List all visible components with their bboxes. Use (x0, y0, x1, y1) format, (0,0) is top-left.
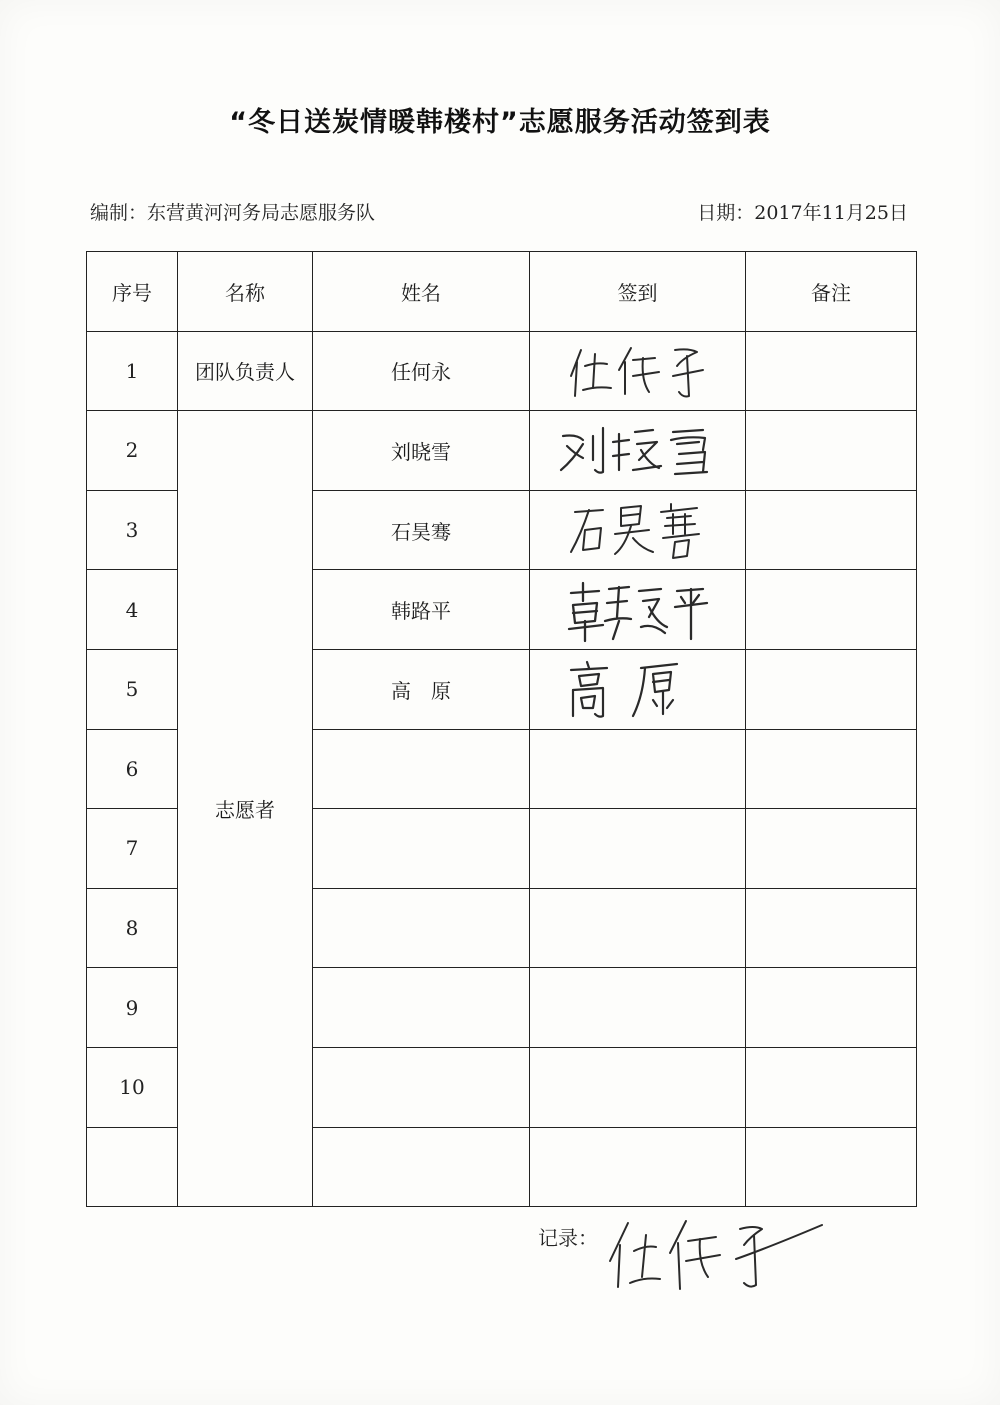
handwritten-signature (563, 577, 713, 643)
sign-in-table (86, 251, 917, 1207)
role-cell-leader: 团队负责人 (178, 331, 313, 411)
name-cell: 任何永 (313, 331, 530, 411)
signature-cell (530, 331, 746, 411)
row-number: 6 (87, 729, 178, 809)
remarks-cell (746, 331, 917, 411)
row-number: 9 (87, 968, 178, 1048)
remarks-cell (746, 1127, 917, 1207)
signature-cell (530, 490, 746, 570)
header-remarks: 备注 (746, 252, 917, 332)
name-cell (313, 729, 530, 809)
header-name: 姓名 (313, 252, 530, 332)
row-number: 2 (87, 411, 178, 491)
signature-cell (530, 888, 746, 968)
row-number: 1 (87, 331, 178, 411)
name-cell (313, 1047, 530, 1127)
remarks-cell (746, 888, 917, 968)
organizer-label: 编制：东营黄河河务局志愿服务队 (90, 202, 376, 224)
header-number: 序号 (87, 252, 178, 332)
row-number: 8 (87, 888, 178, 968)
remarks-cell (746, 1047, 917, 1127)
name-cell: 石昊骞 (313, 490, 530, 570)
remarks-cell (746, 729, 917, 809)
table-header-row (87, 252, 917, 332)
remarks-cell (746, 570, 917, 650)
name-cell: 刘晓雪 (313, 411, 530, 491)
handwritten-signature (563, 336, 713, 406)
remarks-cell (746, 968, 917, 1048)
remarks-cell (746, 649, 917, 729)
row-number: 7 (87, 809, 178, 889)
header-signature: 签到 (530, 252, 746, 332)
table-row (87, 411, 917, 491)
handwritten-signature (563, 656, 713, 722)
row-number: 5 (87, 649, 178, 729)
row-number: 10 (87, 1047, 178, 1127)
header-role: 名称 (178, 252, 313, 332)
recorder-label: 记录： (538, 1226, 598, 1250)
recorder-signature (600, 1205, 830, 1299)
name-cell: 高 原 (313, 649, 530, 729)
row-number: 4 (87, 570, 178, 650)
signature-cell (530, 1127, 746, 1207)
signature-cell (530, 570, 746, 650)
role-cell-volunteer: 志愿者 (178, 411, 313, 1207)
signature-cell (530, 1047, 746, 1127)
handwritten-signature (600, 1205, 830, 1295)
name-cell (313, 968, 530, 1048)
name-cell (313, 1127, 530, 1207)
table-row (87, 331, 917, 411)
handwritten-signature (553, 420, 723, 480)
signature-cell (530, 729, 746, 809)
row-number (87, 1127, 178, 1207)
date-label: 日期：2017年11月25日 (697, 202, 908, 224)
document-title: “冬日送炭情暖韩楼村”志愿服务活动签到表 (229, 107, 771, 138)
handwritten-signature (563, 498, 713, 562)
name-cell (313, 888, 530, 968)
signature-cell (530, 411, 746, 491)
row-number: 3 (87, 490, 178, 570)
signature-cell (530, 649, 746, 729)
remarks-cell (746, 809, 917, 889)
name-cell (313, 809, 530, 889)
signature-cell (530, 968, 746, 1048)
remarks-cell (746, 411, 917, 491)
signature-cell (530, 809, 746, 889)
name-cell: 韩路平 (313, 570, 530, 650)
remarks-cell (746, 490, 917, 570)
